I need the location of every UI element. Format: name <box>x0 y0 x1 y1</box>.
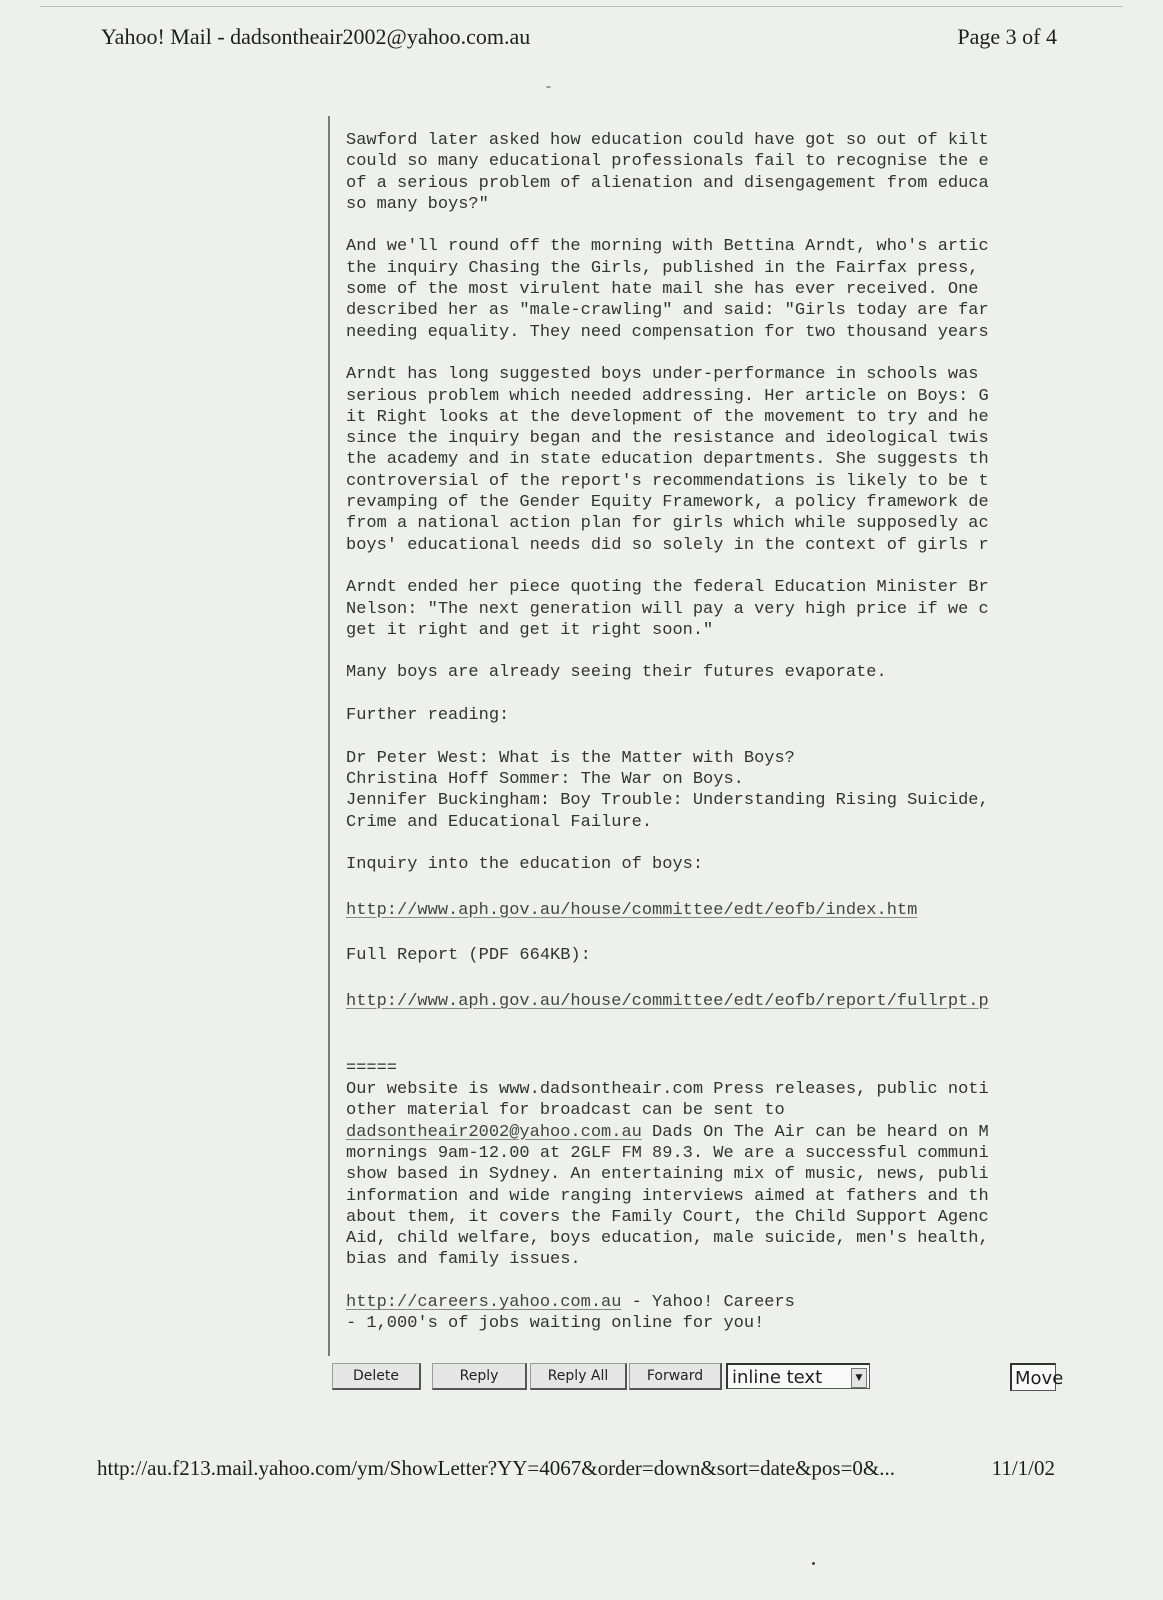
email-link[interactable]: dadsontheair2002@yahoo.com.au <box>346 1122 642 1142</box>
body-line: it Right looks at the development of the movement to try and he <box>346 407 989 427</box>
further-reading-heading: Further reading: <box>346 706 510 726</box>
body-line <box>346 1122 1058 1143</box>
body-line: information and wide ranging interviews aimed at fathers and th <box>346 1186 989 1206</box>
list-item: Crime and Educational Failure. <box>346 812 653 832</box>
full-report-link[interactable]: http://www.aph.gov.au/house/committee/edt/eofb/report/fullrpt.p <box>346 991 989 1011</box>
list-item: Jennifer Buckingham: Boy Trouble: Understanding Rising Suicide, <box>346 791 989 811</box>
body-line: so many boys?" <box>346 194 489 214</box>
body-line: from a national action plan for girls which while supposedly ac <box>346 514 989 534</box>
message-toolbar <box>332 1363 1064 1393</box>
body-line: the academy and in state education departments. She suggests th <box>346 450 989 470</box>
page-top-edge <box>40 6 1123 7</box>
body-line: Our website is www.dadsontheair.com Press releases, public noti <box>346 1080 989 1100</box>
print-footer-date: 11/1/02 <box>991 1456 1055 1480</box>
message-frame <box>328 116 1058 1356</box>
print-footer-url: http://au.f213.mail.yahoo.com/ym/ShowLetter?YY=4067&order=down&sort=date&pos=0&... <box>97 1456 895 1480</box>
reply-button[interactable]: Reply <box>432 1363 527 1390</box>
body-line: show based in Sydney. An entertaining mix of music, news, publi <box>346 1165 989 1185</box>
chevron-down-icon[interactable]: ▼ <box>851 1368 867 1388</box>
body-line: could so many educational professionals fail to recognise the e <box>346 152 989 172</box>
body-line: get it right and get it right soon." <box>346 620 714 640</box>
print-footer <box>97 1456 1055 1486</box>
scan-speck <box>546 86 551 88</box>
careers-link[interactable]: http://careers.yahoo.com.au <box>346 1293 622 1313</box>
paragraph-minister-quote <box>346 577 1058 641</box>
reply-all-button[interactable]: Reply All <box>530 1363 627 1390</box>
body-line-rest: Dads On The Air can be heard on M <box>641 1122 989 1142</box>
careers-tagline: - Yahoo! Careers <box>621 1293 795 1313</box>
list-item: Christina Hoff Sommer: The War on Boys. <box>346 769 744 789</box>
delete-button[interactable]: Delete <box>332 1363 421 1390</box>
body-line: Nelson: "The next generation will pay a very high price if we c <box>346 599 989 619</box>
signature-separator: ===== <box>346 1058 398 1078</box>
forward-format-select[interactable] <box>726 1363 870 1389</box>
body-line: some of the most virulent hate mail she has ever received. One <box>346 280 979 300</box>
body-line: Sawford later asked how education could have got so out of kilt <box>346 131 989 150</box>
body-line: about them, it covers the Family Court, the Child Support Agenc <box>346 1207 989 1227</box>
body-line: mornings 9am-12.00 at 2GLF FM 89.3. We are a successful communi <box>346 1143 989 1163</box>
page-number: Page 3 of 4 <box>957 24 1057 49</box>
forward-button[interactable]: Forward <box>629 1363 722 1390</box>
paragraph-sawford <box>346 130 1058 215</box>
body-line: Arndt has long suggested boys under-performance in schools was <box>346 365 979 385</box>
paragraph-arndt-article <box>346 364 1058 556</box>
body-line: of a serious problem of alienation and disengagement from educa <box>346 173 989 193</box>
paragraph-arndt-intro <box>346 236 1058 342</box>
move-button[interactable]: Move <box>1010 1363 1056 1391</box>
forward-format-value: inline text <box>732 1367 823 1388</box>
inquiry-label: Inquiry into the education of boys: <box>346 855 704 875</box>
careers-line-2: - 1,000's of jobs waiting online for you! <box>346 1314 765 1334</box>
body-line: described her as "male-crawling" and said: "Girls today are far <box>346 301 989 321</box>
message-body <box>346 130 1058 1335</box>
careers-line <box>346 1292 1058 1313</box>
print-header-title: Yahoo! Mail - dadsontheair2002@yahoo.com.au <box>101 24 531 49</box>
list-item: Dr Peter West: What is the Matter with Boys? <box>346 748 795 768</box>
body-line: needing equality. They need compensation for two thousand years <box>346 322 989 342</box>
body-line: Arndt ended her piece quoting the federal Education Minister Br <box>346 578 989 598</box>
scan-speck <box>812 1562 815 1565</box>
body-line: controversial of the report's recommendations is likely to be t <box>346 471 989 491</box>
report-label: Full Report (PDF 664KB): <box>346 946 591 966</box>
inquiry-link[interactable]: http://www.aph.gov.au/house/committee/edt/eofb/index.htm <box>346 900 918 920</box>
print-header <box>101 24 1057 54</box>
body-line: since the inquiry began and the resistance and ideological twis <box>346 429 989 449</box>
body-line: other material for broadcast can be sent to <box>346 1101 785 1121</box>
body-line: And we'll round off the morning with Bettina Arndt, who's artic <box>346 237 989 257</box>
paragraph-futures: Many boys are already seeing their futures evaporate. <box>346 663 887 683</box>
body-line: bias and family issues. <box>346 1250 581 1270</box>
body-line: the inquiry Chasing the Girls, published in the Fairfax press, <box>346 258 979 278</box>
body-line: serious problem which needed addressing. Her article on Boys: G <box>346 386 989 406</box>
body-line: revamping of the Gender Equity Framework, a policy framework de <box>346 493 989 513</box>
signature-block <box>346 1079 1058 1271</box>
body-line: boys' educational needs did so solely in the context of girls r <box>346 535 989 555</box>
body-line: Aid, child welfare, boys education, male suicide, men's health, <box>346 1229 989 1249</box>
reading-list <box>346 748 1058 833</box>
